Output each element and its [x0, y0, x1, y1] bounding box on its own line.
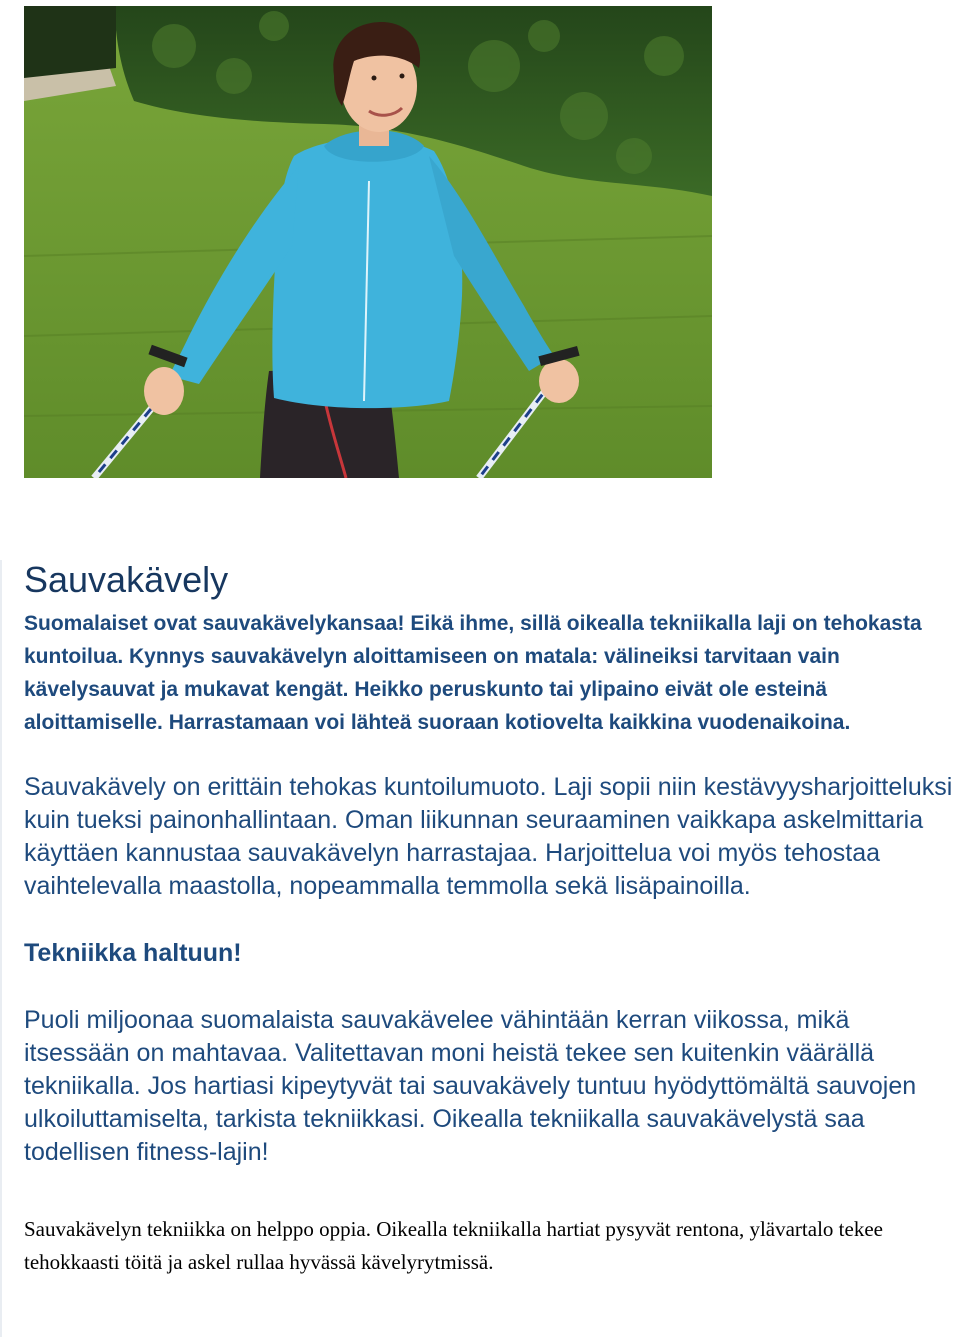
body-paragraph-1: Sauvakävely on erittäin tehokas kuntoilumuoto. Laji sopii niin kestävyysharjoitteluksi kuin tueksi painonhallintaan. Oman liikunnan seuraaminen vaikkapa askelmittaria käyttäen kannustaa sauvakävelyn harrastajaa. Harjoittelua voi myös tehostaa vaihtelevalla maastolla, nopeammalla temmolla sekä lisäpainoilla. [24, 773, 953, 900]
right-hand [539, 359, 579, 403]
side-rule [0, 560, 2, 1337]
nordic-walking-illustration [24, 6, 712, 478]
article-title: Sauvakävely [24, 559, 229, 600]
dark-trees [24, 6, 116, 78]
body-paragraph-3: Sauvakävelyn tekniikka on helppo oppia. Oikealla tekniikalla hartiat pysyvät rentona, ylävartalo tekee tehokkaasti töitä ja askel rullaa hyvässä kävelyrytmissä. [24, 1217, 883, 1274]
hero-photo [24, 6, 712, 478]
article [24, 555, 960, 1279]
section-heading: Tekniikka haltuun! [24, 939, 242, 967]
intro-paragraph: Suomalaiset ovat sauvakävelykansaa! Eikä ihme, sillä oikealla tekniikalla laji on tehokasta kuntoilua. Kynnys sauvakävelyn aloittamiseen on matala: välineiksi tarvitaan vain kävelysauvat ja mukavat kengät. Heikko peruskunto tai ylipaino eivät ole esteinä aloittamiselle. Harrastamaan voi lähteä suoraan kotiovelta kaikkina vuodenaikoina. [24, 612, 922, 734]
body-paragraph-2: Puoli miljoonaa suomalaista sauvakävelee vähintään kerran viikossa, mikä itsessään on mahtavaa. Valitettavan moni heistä tekee sen kuitenkin väärällä tekniikalla. Jos hartiasi kipeytyvät tai sauvakävely tuntuu hyödyttömältä sauvojen ulkoiluttamiselta, tarkista tekniikkasi. Oikealla tekniikalla sauvakävelystä saa todellisen fitness-lajin! [24, 1006, 917, 1166]
left-hand [144, 367, 184, 415]
